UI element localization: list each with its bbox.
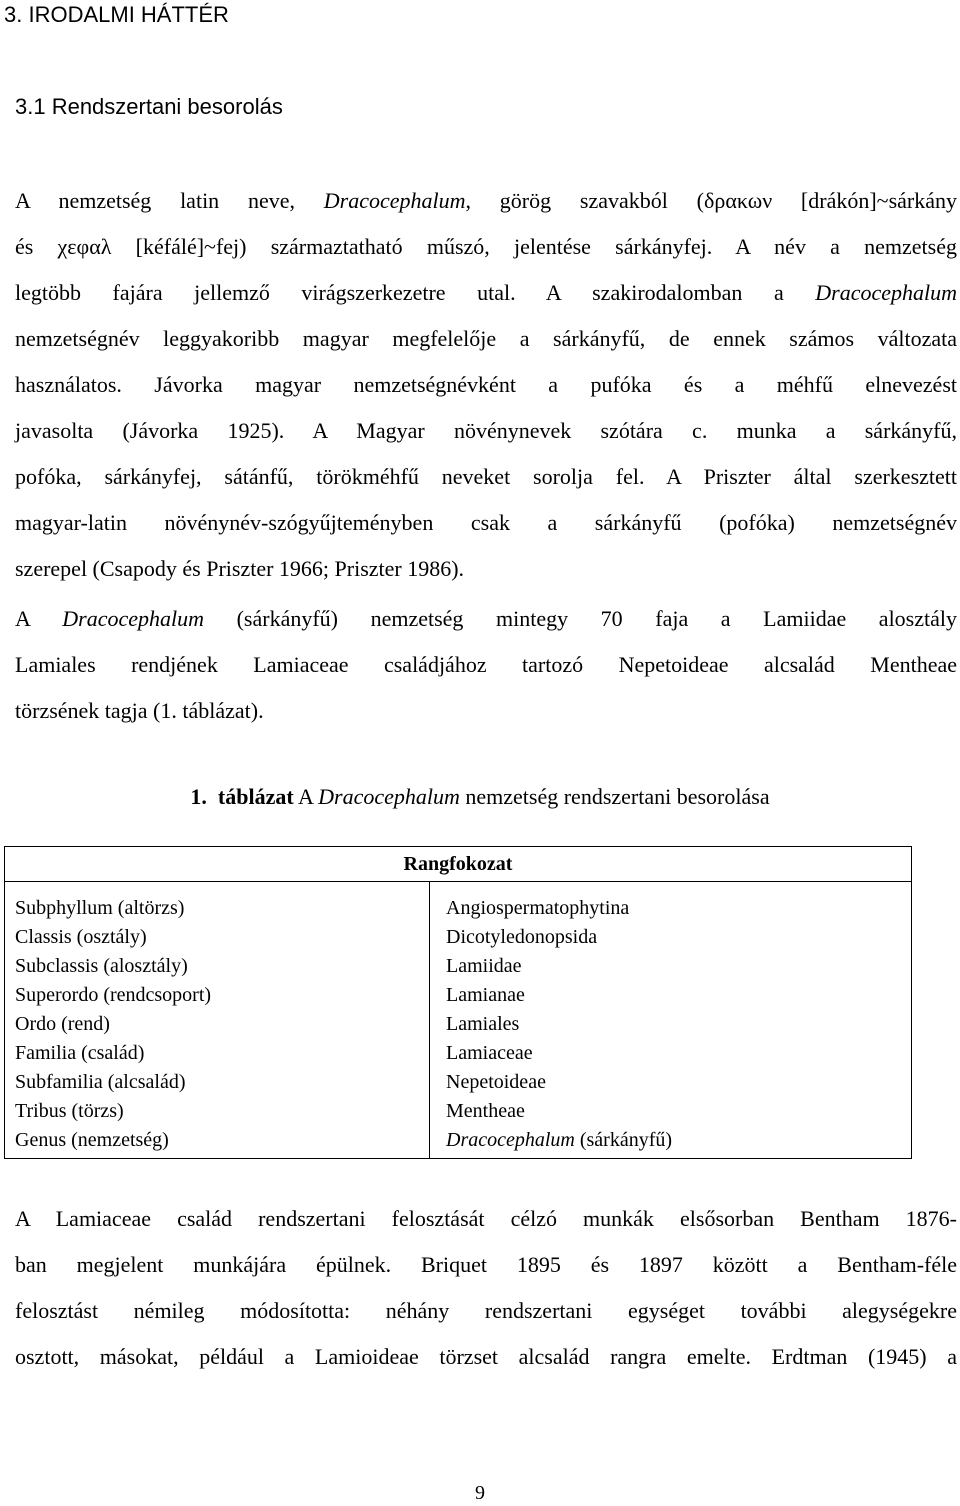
table-caption: 1. táblázat A Dracocephalum nemzetség rendszertani besorolása — [190, 784, 770, 809]
page-number: 9 — [475, 1482, 485, 1504]
text-line: Lamiales rendjének Lamiaceae családjához tartozó Nepetoideae alcsalád Mentheae — [15, 652, 957, 677]
taxon-name: Lamianae — [446, 984, 525, 1006]
text-line: nemzetségnév leggyakoribb magyar megfelelője a sárkányfű, de ennek számos változata — [15, 326, 957, 351]
text-line: felosztást némileg módosította: néhány rendszertani egységet további alegységekre — [15, 1298, 957, 1323]
taxon-name: Mentheae — [446, 1100, 525, 1122]
text-line: használatos. Jávorka magyar nemzetségnévként a pufóka és a méhfű elnevezést — [15, 372, 957, 397]
paragraph-classification — [15, 596, 957, 734]
text-line: és χεφαλ [kéfálé]~fej) származtatható műszó, jelentése sárkányfej. A név a nemzetség — [15, 234, 957, 259]
paragraph-etymology — [15, 178, 957, 592]
text-line: osztott, másokat, például a Lamioideae törzset alcsalád rangra emelte. Erdtman (1945) a — [15, 1344, 957, 1369]
rank-label: Genus (nemzetség) — [15, 1129, 169, 1151]
section-title: 3. IRODALMI HÁTTÉR — [4, 2, 229, 27]
text-line: ban megjelent munkájára épülnek. Briquet 1895 és 1897 között a Bentham-féle — [15, 1252, 957, 1277]
taxon-name: Angiospermatophytina — [446, 897, 630, 919]
text-line: magyar-latin növénynév-szógyűjteményben csak a sárkányfű (pofóka) nemzetségnév — [15, 510, 957, 535]
section-subtitle: 3.1 Rendszertani besorolás — [15, 94, 283, 119]
taxon-name: Dicotyledonopsida — [446, 926, 598, 948]
text-line: A Dracocephalum (sárkányfű) nemzetség mintegy 70 faja a Lamiidae alosztály — [15, 606, 957, 631]
rank-label: Classis (osztály) — [15, 926, 147, 948]
table-header: Rangfokozat — [5, 847, 912, 882]
taxon-name: Lamiaceae — [446, 1042, 533, 1064]
text-line: javasolta (Jávorka 1925). A Magyar növénynevek szótára c. munka a sárkányfű, — [15, 418, 957, 443]
text-line: pofóka, sárkányfej, sátánfű, törökméhfű neveket sorolja fel. A Priszter által szerkesztett — [15, 464, 957, 489]
text-line: A Lamiaceae család rendszertani felosztását célzó munkák elsősorban Bentham 1876- — [15, 1206, 957, 1231]
rank-label: Superordo (rendcsoport) — [15, 984, 212, 1006]
classification-table — [4, 846, 912, 1159]
taxon-name: Lamiales — [446, 1013, 520, 1035]
text-line: legtöbb fajára jellemző virágszerkezetre utal. A szakirodalomban a Dracocephalum — [15, 280, 957, 305]
paragraph-history — [15, 1196, 957, 1380]
text-line: szerepel (Csapody és Priszter 1966; Priszter 1986). — [15, 556, 465, 581]
rank-label: Ordo (rend) — [15, 1013, 110, 1035]
rank-label: Subphyllum (altörzs) — [15, 897, 185, 919]
rank-label: Subfamilia (alcsalád) — [15, 1071, 186, 1093]
text-line: A nemzetség latin neve, Dracocephalum, görög szavakból (δρακων [drákón]~sárkány — [15, 188, 957, 213]
taxon-name: Lamiidae — [446, 955, 522, 977]
taxon-column — [430, 882, 912, 1159]
rank-column — [5, 882, 430, 1159]
taxon-name: Nepetoideae — [446, 1071, 546, 1093]
rank-label: Subclassis (alosztály) — [15, 955, 188, 977]
table-header-row — [5, 847, 912, 882]
rank-label: Tribus (törzs) — [15, 1100, 124, 1122]
table-row — [5, 882, 912, 1159]
taxon-name-genus: Dracocephalum (sárkányfű) — [446, 1129, 673, 1151]
text-line: törzsének tagja (1. táblázat). — [15, 698, 264, 723]
rank-label: Familia (család) — [15, 1042, 145, 1064]
